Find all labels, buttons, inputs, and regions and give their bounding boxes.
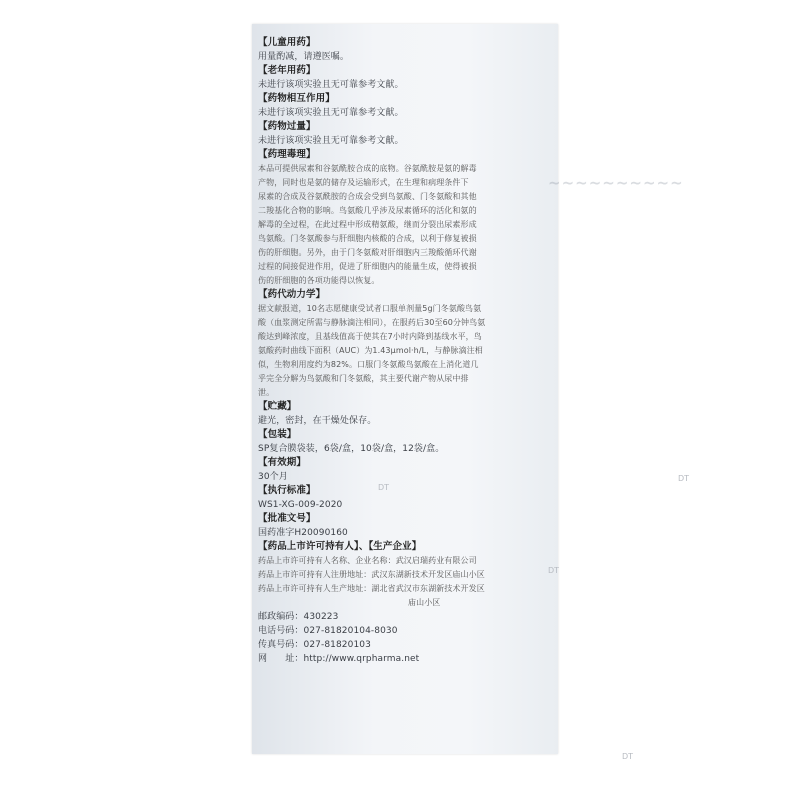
section-text-validity: 30个月 bbox=[258, 472, 288, 482]
postcode-line: 邮政编码：430223 bbox=[258, 612, 339, 622]
section-text-standard: WS1-XG-009-2020 bbox=[258, 500, 343, 510]
section-title-holder: 【药品上市许可持有人】、【生产企业】 bbox=[258, 541, 422, 552]
pharmacokinetics-line: 酸（血浆测定所需与静脉滴注相同），在服药后30至60分钟鸟氨 bbox=[258, 318, 486, 327]
section-title-geriatric: 【老年用药】 bbox=[258, 65, 316, 76]
pharmacokinetics-line: 乎完全分解为鸟氨酸和门冬氨酸，其主要代谢产物从尿中排 bbox=[258, 374, 469, 383]
section-title-package: 【包装】 bbox=[258, 429, 297, 440]
section-title-approval: 【批准文号】 bbox=[258, 513, 316, 524]
section-text-geriatric: 未进行该项实验且无可靠参考文献。 bbox=[258, 80, 404, 90]
section-title-toxicology: 【药理毒理】 bbox=[258, 149, 316, 160]
watermark-text: DT bbox=[378, 483, 390, 492]
toxicology-line: 过程的间接促进作用，促进了肝细胞内的能量生成，使得被损 bbox=[258, 262, 477, 271]
toxicology-line: 本品可提供尿素和谷氨酰胺合成的底物。谷氨酰胺是氨的解毒 bbox=[258, 164, 477, 173]
section-title-overdose: 【药物过量】 bbox=[258, 121, 316, 132]
holder-line: 药品上市许可持有人注册地址：武汉东湖新技术开发区庙山小区 bbox=[258, 570, 485, 579]
holder-line: 药品上市许可持有人名称、企业名称：武汉启瑞药业有限公司 bbox=[258, 556, 477, 565]
watermark-text: DT bbox=[548, 566, 560, 575]
section-text-package: SP复合膜袋装，6袋/盒，10袋/盒，12袋/盒。 bbox=[258, 444, 445, 454]
section-text-storage: 避光，密封，在干燥处保存。 bbox=[258, 416, 377, 426]
toxicology-line: 伤的肝细胞的各项功能得以恢复。 bbox=[258, 276, 380, 285]
toxicology-line: 伤的肝细胞。另外，由于门冬氨酸对肝细胞内三羧酸循环代谢 bbox=[258, 248, 477, 257]
bleed-through-text: ~~~~~~~~~~ bbox=[548, 174, 684, 192]
toxicology-line: 尿素的合成及谷氨酰胺的合成会受到鸟氨酸、门冬氨酸和其他 bbox=[258, 192, 477, 201]
section-text-interactions: 未进行该项实验且无可靠参考文献。 bbox=[258, 108, 404, 118]
section-title-validity: 【有效期】 bbox=[258, 457, 307, 468]
toxicology-line: 二羧基化合物的影响。鸟氨酸几乎涉及尿素循环的活化和氨的 bbox=[258, 206, 477, 215]
holder-line: 庙山小区 bbox=[408, 598, 441, 607]
fax-line: 传真号码：027-81820103 bbox=[258, 640, 371, 650]
section-title-interactions: 【药物相互作用】 bbox=[258, 93, 335, 104]
pharmacokinetics-line: 氨酸药时曲线下面积（AUC）为1.43μmol·h/L，与静脉滴注相 bbox=[258, 346, 483, 355]
section-text-overdose: 未进行该项实验且无可靠参考文献。 bbox=[258, 136, 404, 146]
toxicology-line: 产物，同时也是氨的储存及运输形式，在生理和病理条件下 bbox=[258, 178, 469, 187]
pharmacokinetics-line: 酸达到峰浓度，且基线值高于使其在7小时内降到基线水平，鸟 bbox=[258, 332, 482, 341]
website-line: 网 址：http://www.qrpharma.net bbox=[258, 654, 420, 664]
toxicology-line: 解毒的全过程，在此过程中形成精氨酸，继而分裂出尿素形成 bbox=[258, 220, 477, 229]
section-title-pharmacokinetics: 【药代动力学】 bbox=[258, 289, 326, 300]
section-title-pediatric: 【儿童用药】 bbox=[258, 37, 316, 48]
holder-line: 药品上市许可持有人生产地址：湖北省武汉市东湖新技术开发区 bbox=[258, 584, 485, 593]
leaflet-content bbox=[258, 38, 554, 668]
watermark-text: DT bbox=[678, 474, 690, 483]
pharmacokinetics-line: 似，生物利用度约为82%。口服门冬氨酸鸟氨酸在上消化道几 bbox=[258, 360, 479, 369]
section-title-storage: 【贮藏】 bbox=[258, 401, 297, 412]
phone-line: 电话号码：027-81820104-8030 bbox=[258, 626, 398, 636]
section-text-pediatric: 用量酌减，请遵医嘱。 bbox=[258, 52, 350, 62]
section-text-approval: 国药准字H20090160 bbox=[258, 528, 348, 538]
watermark-text: DT bbox=[622, 752, 634, 761]
toxicology-line: 鸟氨酸。门冬氨酸参与肝细胞内核酸的合成，以利于修复被损 bbox=[258, 234, 477, 243]
pharmacokinetics-line: 泄。 bbox=[258, 388, 275, 397]
section-title-standard: 【执行标准】 bbox=[258, 485, 316, 496]
pharmacokinetics-line: 据文献报道，10名志愿健康受试者口服单剂量5g门冬氨酸鸟氨 bbox=[258, 304, 482, 313]
